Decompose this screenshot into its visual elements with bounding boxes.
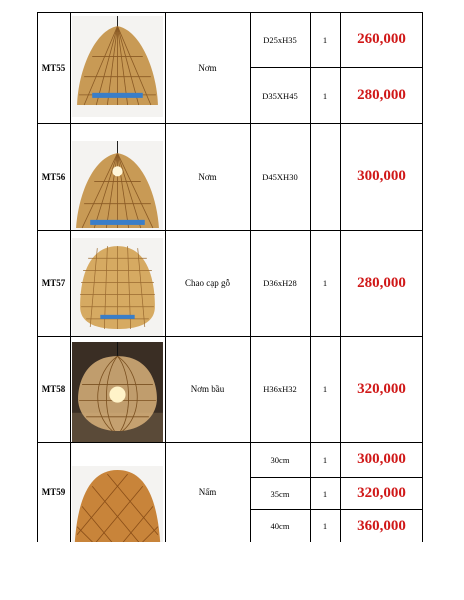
- product-photo: [70, 12, 165, 123]
- product-size: D45XH30: [262, 171, 298, 182]
- product-photo: [70, 123, 165, 230]
- product-code: MT55: [41, 62, 66, 73]
- product-qty: 1: [322, 521, 328, 531]
- product-photo: [70, 442, 165, 542]
- product-price: 280,000: [357, 274, 406, 291]
- product-price: 320,000: [357, 485, 406, 501]
- product-size: D36xH28: [263, 278, 297, 288]
- product-price: 300,000: [357, 168, 406, 184]
- rattan-lamp-image: [72, 238, 163, 336]
- product-code: MT59: [41, 487, 66, 497]
- rattan-lamp-image: [72, 16, 163, 117]
- product-size: 30cm: [270, 454, 290, 465]
- product-price: 260,000: [357, 31, 406, 47]
- product-photo: [70, 336, 165, 442]
- rattan-lamp-image: [72, 466, 163, 542]
- product-qty: 1: [322, 488, 328, 499]
- product-size: D25xH35: [263, 34, 297, 45]
- product-qty: 1: [322, 278, 328, 288]
- rattan-lamp-image: [72, 141, 163, 230]
- product-name: Nơm: [198, 62, 217, 73]
- product-name: Chao cạp gỗ: [185, 278, 230, 288]
- product-code: MT56: [41, 171, 66, 182]
- price-table: [37, 12, 423, 542]
- product-size: D35XH45: [262, 90, 298, 101]
- product-size: 35cm: [270, 488, 290, 499]
- product-size: H36xH32: [263, 384, 297, 394]
- product-price: 280,000: [357, 87, 406, 103]
- product-qty: 1: [322, 90, 328, 101]
- product-size: 40cm: [270, 521, 290, 531]
- product-name: Nấm: [198, 487, 217, 497]
- product-code: MT57: [41, 278, 66, 288]
- product-qty: 1: [322, 454, 328, 465]
- rattan-lamp-image: [72, 342, 163, 442]
- product-price: 320,000: [357, 380, 406, 397]
- product-price: 360,000: [357, 517, 406, 534]
- product-price: 300,000: [357, 451, 406, 467]
- product-code: MT58: [41, 384, 66, 394]
- product-name: Nơm: [198, 171, 217, 182]
- product-qty: [310, 123, 340, 230]
- product-qty: 1: [322, 34, 328, 45]
- product-qty: 1: [322, 384, 328, 394]
- product-photo: [70, 230, 165, 336]
- product-name: Nơm bầu: [190, 384, 225, 394]
